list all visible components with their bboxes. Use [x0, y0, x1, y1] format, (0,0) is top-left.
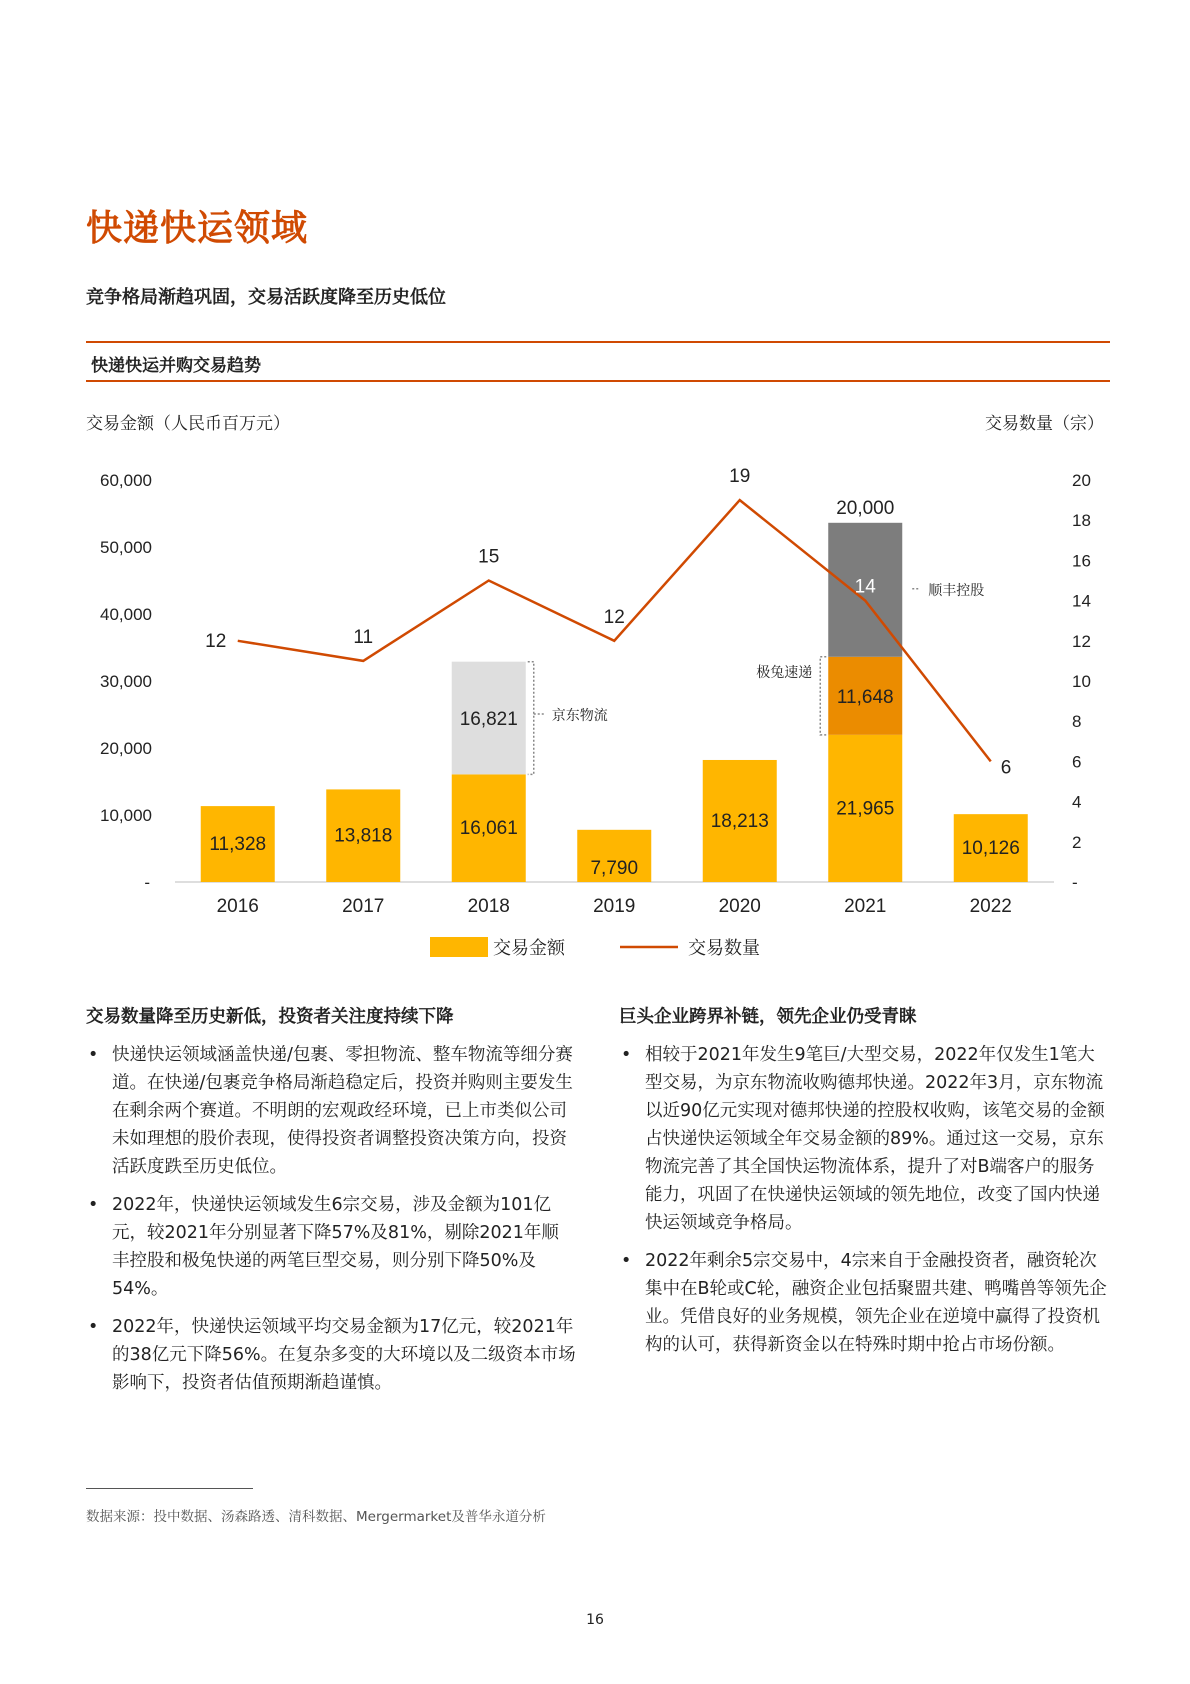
- left-column: [86, 1003, 576, 1407]
- bar-value-label: 11,328: [209, 834, 267, 856]
- right-column-heading: 巨头企业跨界补链，领先企业仍受青睐: [619, 1007, 917, 1027]
- bracket: [528, 662, 534, 775]
- line-value-label: 15: [478, 546, 500, 568]
- right-tick-label: 2: [1072, 832, 1082, 852]
- right-tick-label: 12: [1072, 631, 1091, 651]
- x-tick-label: 2018: [467, 896, 510, 917]
- left-bullet-1: • 快递快运领域涵盖快递/包裹、零担物流、整车物流等细分赛道。在快递/包裹竞争格局渐趋稳定后，投资并购则主要发生在剩余两个赛道。不明朗的宏观政经环境，已上市类似公司未如理想的股价表现，使得投资者调整投资决策方向，投资活跃度跌至历史低位。: [86, 1041, 576, 1181]
- stack-name-label: 顺丰控股: [928, 581, 985, 598]
- stack-value-label: 20,000: [836, 497, 895, 519]
- left-tick-label: 60,000: [100, 471, 152, 490]
- stack-name-label: 京东物流: [551, 707, 608, 724]
- right-tick-label: 14: [1072, 591, 1091, 611]
- stack-value-label: 16,821: [459, 709, 518, 731]
- right-tick-label: 18: [1072, 511, 1091, 531]
- left-column-heading: 交易数量降至历史新低，投资者关注度持续下降: [86, 1007, 454, 1027]
- line-value-label: 6: [1000, 757, 1012, 779]
- line-value-label: 14: [854, 576, 876, 598]
- bar-value-label: 7,790: [590, 857, 639, 879]
- bracket: [820, 657, 826, 735]
- bar-value-label: 21,965: [836, 798, 895, 820]
- page-title: 快递快运领域: [86, 208, 309, 249]
- right-column: [619, 1003, 1109, 1369]
- left-axis-label: 交易金额（人民币百万元）: [86, 414, 290, 433]
- bar-value-label: 10,126: [961, 838, 1020, 860]
- line-value-label: 12: [205, 630, 227, 652]
- x-tick-label: 2021: [844, 896, 887, 917]
- right-bullet-2: • 2022年剩余5宗交易中，4宗来自于金融投资者，融资轮次集中在B轮或C轮，融资企业包括聚盟共建、鸭嘴兽等领先企业。凭借良好的业务规模，领先企业在逆境中赢得了投资机构的认可，获得新资金以在特殊时期中抢占市场份额。: [619, 1247, 1109, 1359]
- legend-label-bar: 交易金额: [493, 938, 565, 958]
- right-tick-label: 10: [1072, 672, 1091, 691]
- left-tick-label: 30,000: [100, 672, 152, 691]
- page-number: 16: [586, 1612, 604, 1628]
- chart-title-top-rule: [86, 341, 1110, 343]
- chart-title: 快递快运并购交易趋势: [91, 356, 261, 376]
- line-value-label: 12: [603, 606, 625, 628]
- legend-swatch-bar: [430, 937, 488, 957]
- stack-name-label: 极兔速递: [756, 663, 813, 680]
- right-tick-label: 16: [1072, 551, 1091, 571]
- bar-value-label: 13,818: [334, 825, 393, 847]
- right-tick-label: 4: [1072, 792, 1082, 812]
- left-tick-label: 10,000: [100, 806, 152, 825]
- left-tick-label: 50,000: [100, 538, 152, 557]
- right-tick-label: 8: [1072, 712, 1082, 732]
- x-tick-label: 2019: [593, 896, 636, 917]
- x-tick-label: 2017: [342, 896, 385, 917]
- legend-label-line: 交易数量: [688, 938, 760, 958]
- x-tick-label: 2022: [969, 896, 1012, 917]
- line-value-label: 11: [353, 626, 374, 648]
- right-bullet-1: • 相较于2021年发生9笔巨/大型交易，2022年仅发生1笔大型交易，为京东物流收购德邦快递。2022年3月，京东物流以近90亿元实现对德邦快递的控股权收购，该笔交易的金额占快递快运领域全年交易金额的89%。通过这一交易，京东物流完善了其全国快运物流体系，提升了对B端客户的服务能力，巩固了在快递快运领域的领先地位，改变了国内快递快运领域竞争格局。: [619, 1041, 1109, 1237]
- line-value-label: 19: [729, 466, 751, 488]
- footnote-rule: [86, 1488, 253, 1489]
- right-tick-label: 6: [1072, 752, 1082, 772]
- stack-value-label: 11,648: [836, 686, 894, 708]
- left-tick-label: 40,000: [100, 605, 152, 624]
- chart-title-bottom-rule: [86, 380, 1110, 382]
- bar-value-label: 18,213: [710, 810, 769, 832]
- right-tick-label: 20: [1072, 471, 1091, 490]
- right-axis-label: 交易数量（宗）: [985, 414, 1104, 433]
- right-tick-label: -: [1072, 873, 1078, 892]
- x-tick-label: 2016: [216, 896, 259, 917]
- left-bullet-2: • 2022年，快递快运领域发生6宗交易，涉及金额为101亿元，较2021年分别显著下降57%及81%，剔除2021年顺丰控股和极兔快递的两笔巨型交易，则分别下降50%及54%。: [86, 1191, 576, 1303]
- ma-trend-chart: [0, 400, 1190, 980]
- x-tick-label: 2020: [718, 896, 761, 917]
- bar-value-label: 16,061: [459, 818, 518, 840]
- page-subtitle: 竞争格局渐趋巩固，交易活跃度降至历史低位: [86, 287, 446, 308]
- left-tick-label: 20,000: [100, 739, 152, 758]
- footnote: 数据来源：投中数据、汤森路透、清科数据、Mergermarket及普华永道分析: [86, 1509, 546, 1525]
- left-bullet-3: • 2022年，快递快运领域平均交易金额为17亿元，较2021年的38亿元下降56%。在复杂多变的大环境以及二级资本市场影响下，投资者估值预期渐趋谨慎。: [86, 1313, 576, 1397]
- left-tick-label: -: [144, 873, 150, 892]
